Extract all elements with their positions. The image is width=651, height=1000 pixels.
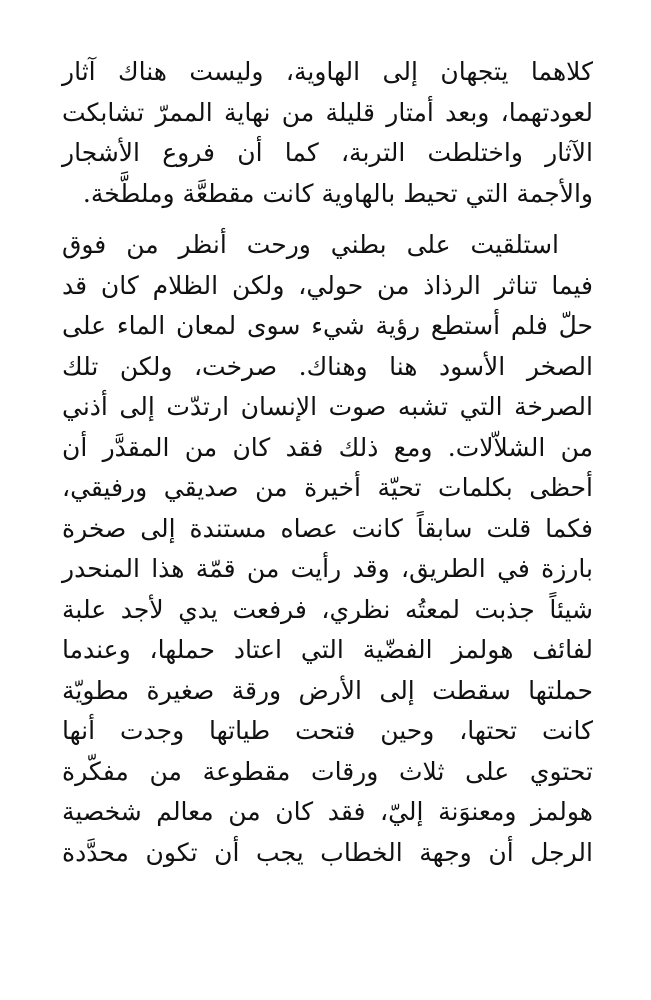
text-line: لعودتهما، وبعد أمتار قليلة من نهاية الممرّ تشابكت <box>62 97 593 127</box>
text-line: والأجمة التي تحيط بالهاوية كانت مقطعَّة وملطَّخة. <box>82 178 593 208</box>
text-line: فكما قلت سابقاً كانت عصاه مستندة إلى صخرة <box>62 513 593 543</box>
text-line: حملتها سقطت إلى الأرض ورقة صغيرة مطويّة <box>62 675 593 705</box>
text-line: أحظى بكلمات تحيّة أخيرة من صديقي ورفيقي، <box>62 473 593 502</box>
text-line: الصخر الأسود هنا وهناك. صرخت، ولكن تلك <box>62 351 593 381</box>
paragraph-1 <box>62 52 593 214</box>
text-line: من الشلاّلات. ومع ذلك فقد كان من المقدَّر أن <box>62 432 593 462</box>
paragraph-2 <box>62 225 593 873</box>
text-line: كلاهما يتجهان إلى الهاوية، وليست هناك آثار <box>62 57 593 86</box>
text-line: شيئاً جذبت لمعتُه نظري، فرفعت يدي لأجد علبة <box>62 594 593 624</box>
text-line: تحتوي على ثلاث ورقات مقطوعة من مفكّرة <box>62 756 593 786</box>
text-line: بارزة في الطريق، وقد رأيت من قمّة هذا المنحدر <box>62 554 593 583</box>
text-line: الآثار واختلطت التربة، كما أن فروع الأشجار <box>62 138 593 167</box>
text-line: استلقيت على بطني ورحت أنظر من فوق <box>62 230 559 259</box>
text-line: لفائف هولمز الفضّية التي اعتاد حملها، وعندما <box>62 635 593 664</box>
text-line: الصرخة التي تشبه صوت الإنسان ارتدّت إلى أذني <box>62 392 593 421</box>
text-line: كانت تحتها، وحين فتحت طياتها وجدت أنها <box>62 716 593 745</box>
text-line: هولمز ومعنوَنة إليّ، فقد كان من معالم شخصية <box>62 797 593 826</box>
text-line: فيما تناثر الرذاذ من حولي، ولكن الظلام كان قد <box>62 270 593 300</box>
text-line: حلّ فلم أستطع رؤية شيء سوى لمعان الماء على <box>62 311 593 340</box>
text-line: الرجل أن وجهة الخطاب يجب أن تكون محدَّدة <box>62 837 593 867</box>
